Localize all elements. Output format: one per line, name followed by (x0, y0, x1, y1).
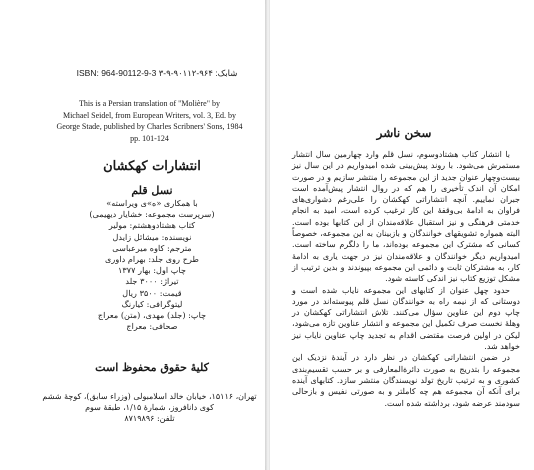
address-line: کوی دانافروز، شمارهٔ ۱/۱۵، طبقهٔ سوم (85, 403, 214, 412)
publisher-name: انتشارات کهکشان (103, 159, 201, 174)
credit-line: با همکاری «ه»ی ویراسته» (106, 198, 198, 208)
credit-line: کتاب هشتادوهشتم: مولیر (108, 220, 196, 231)
right-page (270, 4, 532, 466)
credit-line: مترجم: کاوه میرعباسی (112, 242, 192, 253)
credit-line: لیتوگرافی: کیارنگ (121, 298, 183, 309)
credit-line: صحافی: معراج (126, 321, 178, 332)
english-note-line: George Stade, published by Charles Scribners' Sons, 1984 (56, 122, 243, 131)
address-line: تهران، ۱۵۱۱۶، خیابان خالد اسلامبولی (وزراء سابق)، کوچهٔ ششم (42, 392, 257, 401)
english-translation-note (47, 98, 252, 144)
credit-line: طرح روی جلد: بهرام داوری (104, 254, 200, 265)
address-line: تلفن: ۸۷۱۹۸۹۶ (124, 414, 175, 423)
isbn-line: ISBN: 964-90112-9-3 شابک: ۹۶۴-۹۰۱۱۲-۹-۳ (76, 68, 238, 78)
credit-line: (سرپرست مجموعه: خشایار دیهیمی) (89, 209, 215, 220)
credit-line: چاپ: (جلد) مهدی، (متن) معراج (97, 310, 207, 321)
rights-reserved: کلیهٔ حقوق محفوظ است (95, 361, 209, 374)
publisher-address (42, 391, 257, 424)
left-page (2, 4, 266, 466)
body-paragraph: حدود چهل عنوان از کتابهای این مجموعه نایاب شده است و دوستانی که از نیمه راه به خوانندگان نسل قلم پیوسته‌اند در مورد چاپ دوم این عناوین سؤال می‌کنند. تلاش انتشاراتی کهکشان در وهلهٔ نخست صرف تکمیل این مجموعه و انتشار عناوین تازه می‌شود، لیکن در اولین فرصت مقتضی اقدام به تجدید چاپ عناوین نایاب نیز خواهد شد. (292, 285, 520, 352)
credit-line: تیراژ: ۳۰۰۰ جلد (125, 276, 179, 287)
publisher-note-body (292, 149, 520, 409)
credit-line: قیمت: ۳۵۰۰ ریال (122, 287, 182, 298)
credits-block (52, 184, 252, 332)
publisher-note-heading: سخن ناشر (376, 126, 432, 140)
body-paragraph: با انتشار کتاب هشتادوسوم، نسل قلم وارد چهارمین سال انتشار مستمرش می‌شود. با روند پیش‌بینی شده امیدواریم در این سال نیز بیست‌وچهار عنوان جدید از این مجموعه را منتشر سازیم و در صورت امکان آن اندک تأخیری را هم که در روال انتشار پیش‌آمده است جبران نماییم. آنچه انتشاراتی کهکشان را علی‌رغم دشواری‌های فراوان به ادامهٔ بی‌وقفهٔ این کار ترغیب کرده است، امید به انجام خدمتی فرهنگی و نیز استقبال علاقه‌مندان از این کتابها بوده است. البته همواره تشویقهای خوانندگان و بازبینان به این مجموعه، خصوصاً کسانی که مشترک این مجموعه بوده‌اند، ما را دلگرم ساخته است. امیدواریم دیگر خوانندگان و علاقه‌مندان نیز در جهت یاری به ادامهٔ کار، به مشترکان ثابت و دائمی این مجموعه بپیوندند و بدین ترتیب از مشکل توزیع کتاب نیز اندکی کاسته شود. (292, 150, 520, 284)
english-note-line: pp. 101-124 (130, 133, 169, 143)
credit-line: چاپ اول: بهار ۱۳۷۷ (117, 265, 187, 276)
english-note-line: Michael Seidel, from European Writers, vol. 3, Ed. by (62, 110, 237, 120)
credit-line: نویسنده: میشائل زایدل (112, 231, 192, 242)
english-note-line: This is a Persian translation of "Molière" by (79, 99, 220, 108)
series-title: نسل قلم (131, 184, 173, 197)
body-paragraph: در ضمن انتشاراتی کهکشان در نظر دارد در آیندهٔ نزدیک این مجموعه را بتدریج به صورت دائرةالمعارفی و بر حسب تقسیم‌بندی کشوری و به ترتیب تاریخ تولد نویسندگان منتشر سازد. کتابهای آینده برای آنکه آن مجموعه هم چه کاملتر و به صورتی نفیس و بازحالی سودمند عرضه شود، برداشته شده است. (292, 353, 520, 408)
